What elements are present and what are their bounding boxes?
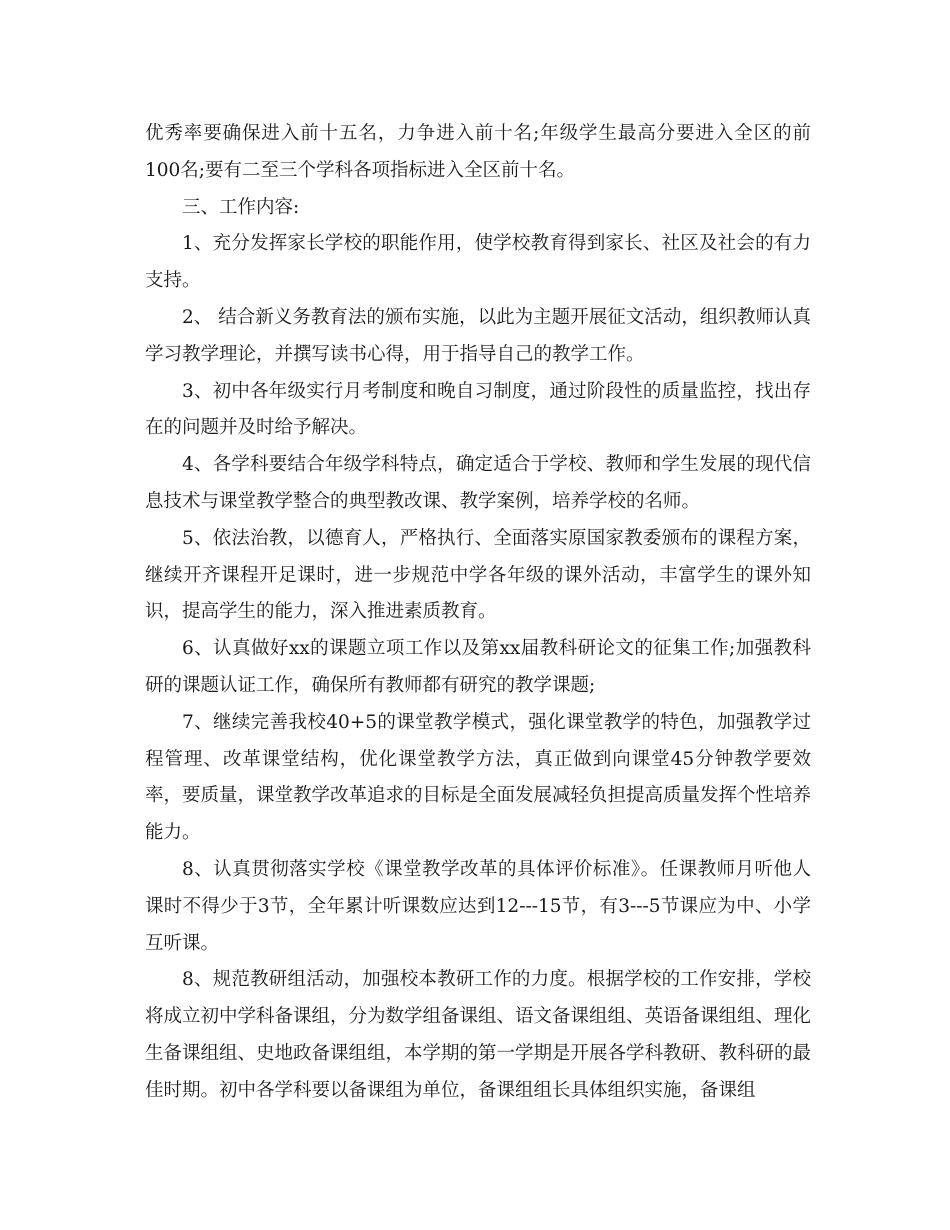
paragraph-item-5: 5、依法治教，以德育人，严格执行、全面落实原国家教委颁布的课程方案，继续开齐课程开足课时，进一步规范中学各年级的课外活动，丰富学生的课外知识，提高学生的能力，深入推进素质教育。: [145, 527, 811, 623]
paragraph-item-3: 3、初中各年级实行月考制度和晚自习制度，通过阶段性的质量监控，找出存在的问题并及时给予解决。: [145, 380, 811, 439]
paragraph-item-8a: 8、认真贯彻落实学校《课堂教学改革的具体评价标准》。任课教师月听他人课时不得少于3节，全年累计听课数应达到12---15节，有3---5节课应为中、小学互听课。: [145, 858, 811, 954]
paragraph-item-2: 2、 结合新义务教育法的颁布实施，以此为主题开展征文活动，组织教师认真学习教学理论，并撰写读书心得，用于指导自己的教学工作。: [145, 306, 811, 365]
paragraph-item-8b: 8、规范教研组活动，加强校本教研工作的力度。根据学校的工作安排，学校将成立初中学科备课组，分为数学组备课组、语文备课组组、英语备课组组、理化生备课组组、史地政备课组组，本学期的第一学期是开展各学科教研、教科研的最佳时期。初中各学科要以备课组为单位，备课组组长具体组织实施，备课组: [145, 969, 812, 1101]
paragraph-continuation: 优秀率要确保进入前十五名，力争进入前十名;年级学生最高分要进入全区的前100名;要有二至三个学科各项指标进入全区前十名。: [145, 123, 811, 181]
section-heading-work-content: 三、工作内容:: [182, 196, 300, 218]
document-body: [145, 116, 811, 1110]
paragraph-item-7: 7、继续完善我校40+5的课堂教学模式，强化课堂教学的特色，加强教学过程管理、改革课堂结构，优化课堂教学方法，真正做到向课堂45分钟教学要效率，要质量，课堂教学改革追求的目标是全面发展减轻负担提高质量发挥个性培养能力。: [145, 711, 812, 844]
paragraph-item-4: 4、各学科要结合年级学科特点，确定适合于学校、教师和学生发展的现代信息技术与课堂教学整合的典型教改课、教学案例，培养学校的名师。: [145, 454, 811, 512]
paragraph-item-1: 1、充分发挥家长学校的职能作用，使学校教育得到家长、社区及社会的有力支持。: [145, 233, 811, 292]
paragraph-item-6: 6、认真做好xx的课题立项工作以及第xx届教科研论文的征集工作;加强教科研的课题认证工作，确保所有教师都有研究的教学课题;: [145, 638, 811, 696]
